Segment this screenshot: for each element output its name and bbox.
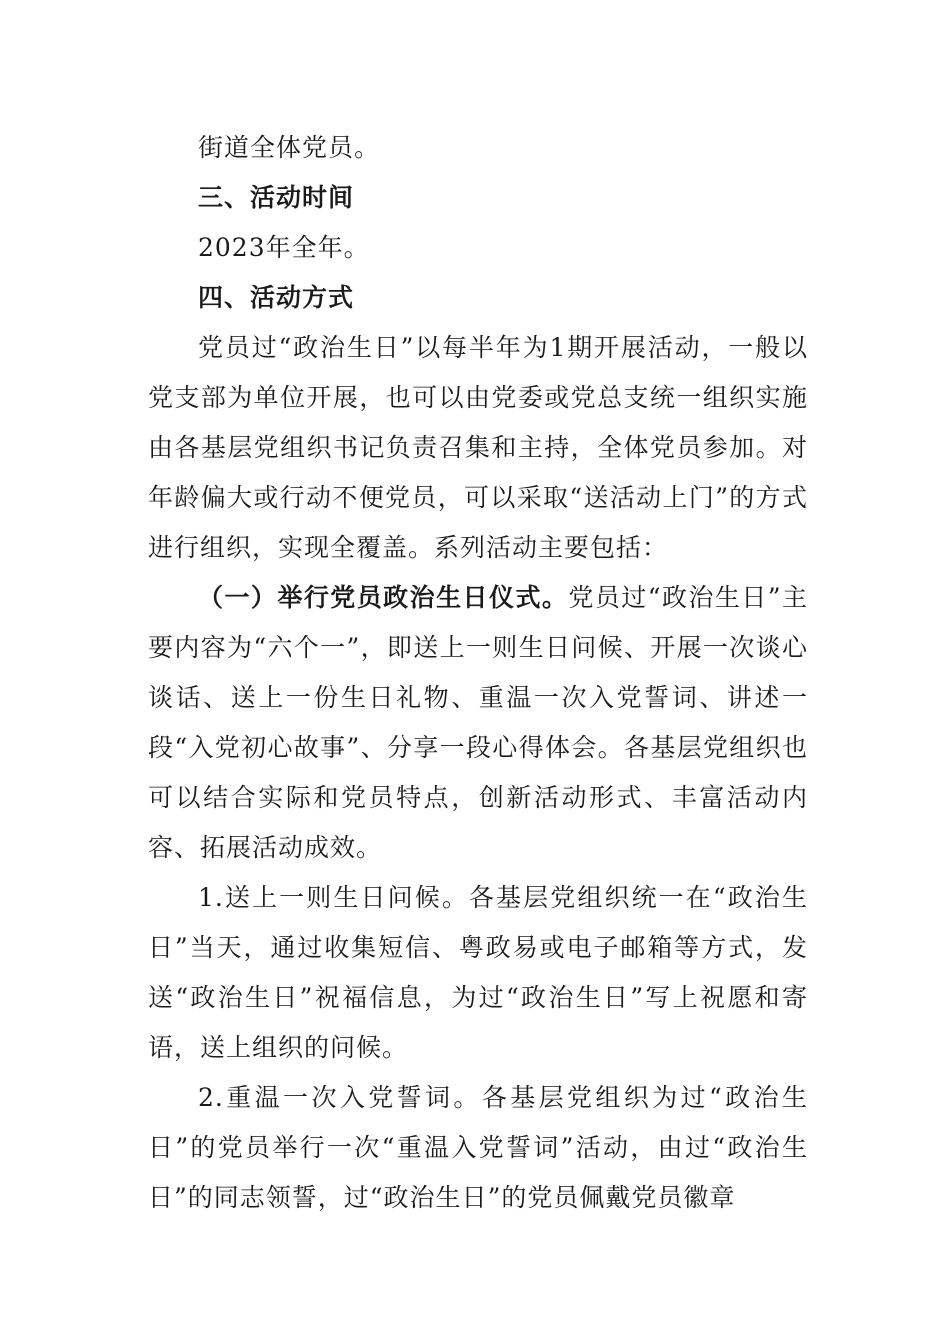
section-1-lead: （一）举行党员政治生日仪式。: [198, 583, 569, 612]
section-1-body: 党员过“政治生日”主要内容为“六个一”，即送上一则生日问候、开展一次谈心谈话、送上一份生日礼物、重温一次入党誓词、讲述一段“入党初心故事”、分享一段心得体会。各基层党组织也可以结合实际和党员特点，创新活动形式、丰富活动内容、拓展活动成效。: [148, 583, 808, 862]
activity-time-paragraph: 2023年全年。: [198, 233, 370, 262]
item-1-paragraph: 1.送上一则生日问候。各基层党组织统一在“政治生日”当天，通过收集短信、粤政易或电子邮箱等方式，发送“政治生日”祝福信息，为过“政治生日”写上祝愿和寄语，送上组织的问候。: [148, 883, 808, 1062]
heading-activity-method: 四、活动方式: [198, 283, 355, 312]
activity-method-paragraph: 党员过“政治生日”以每半年为1期开展活动，一般以党支部为单位开展，也可以由党委或党总支统一组织实施由各基层党组织书记负责召集和主持，全体党员参加。对年龄偏大或行动不便党员，可以采取“送活动上门”的方式进行组织，实现全覆盖。系列活动主要包括：: [148, 333, 808, 562]
item-2-paragraph: 2.重温一次入党誓词。各基层党组织为过“政治生日”的党员举行一次“重温入党誓词”活动，由过“政治生日”的同志领誓，过“政治生日”的党员佩戴党员徽章: [148, 1083, 809, 1212]
heading-activity-time: 三、活动时间: [198, 183, 355, 212]
document-body: [148, 123, 808, 1223]
participants-paragraph: 街道全体党员。: [198, 133, 381, 162]
section-1-paragraph: [148, 573, 808, 873]
